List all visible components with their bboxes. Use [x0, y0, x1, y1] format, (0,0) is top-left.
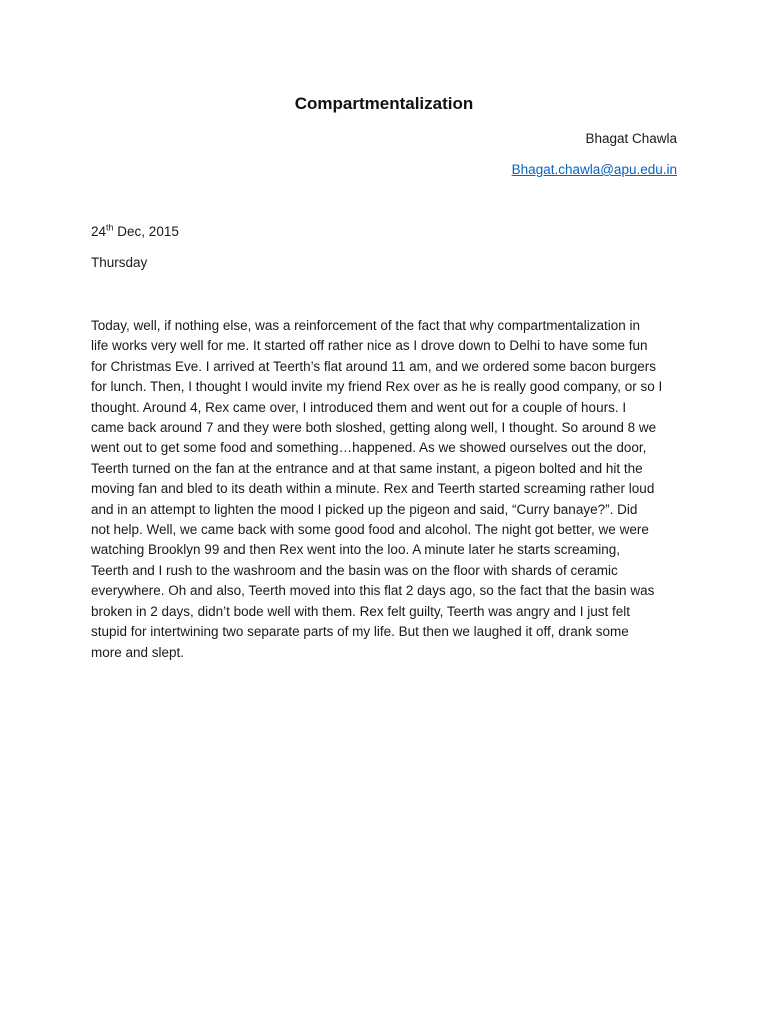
body-line: moving fan and bled to its death within a minute. Rex and Teerth started screaming rather loud	[91, 481, 655, 497]
body-line: watching Brooklyn 99 and then Rex went into the loo. A minute later he starts screaming,	[91, 542, 621, 558]
body-line: thought. Around 4, Rex came over, I introduced them and went out for a couple of hours. I	[91, 399, 627, 415]
entry-weekday: Thursday	[91, 255, 148, 270]
entry-date	[91, 224, 179, 239]
date-day: 24	[91, 224, 107, 239]
body-line: life works very well for me. It started off rather nice as I drove down to Delhi to have some fun	[91, 338, 648, 354]
body-paragraph	[91, 316, 681, 663]
author-email-link[interactable]: Bhagat.chawla@apu.edu.in	[511, 162, 677, 177]
body-line: more and slept.	[91, 644, 185, 660]
date-day-suffix: th	[106, 222, 114, 233]
body-line: came back around 7 and they were both sloshed, getting along well, I thought. So around 8 we	[91, 420, 657, 436]
body-line: went out to get some food and something…happened. As we showed ourselves out the door,	[91, 440, 647, 456]
author-name: Bhagat Chawla	[585, 131, 677, 146]
body-line: stupid for intertwining two separate parts of my life. But then we laughed it off, drank some	[91, 624, 629, 640]
body-line: not help. Well, we came back with some good food and alcohol. The night got better, we were	[91, 522, 649, 538]
body-line: broken in 2 days, didn’t bode well with them. Rex felt guilty, Teerth was angry and I just felt	[91, 603, 631, 619]
body-line: everywhere. Oh and also, Teerth moved into this flat 2 days ago, so the fact that the basin was	[91, 583, 655, 599]
body-line: for lunch. Then, I thought I would invite my friend Rex over as he is really good company, or so I	[91, 379, 663, 395]
document-title: Compartmentalization	[294, 94, 474, 113]
body-line: and in an attempt to lighten the mood I picked up the pigeon and said, “Curry banaye?”. Did	[91, 501, 638, 517]
body-line: for Christmas Eve. I arrived at Teerth’s flat around 11 am, and we ordered some bacon burgers	[91, 358, 657, 374]
date-month-year: Dec, 2015	[113, 224, 179, 239]
body-line: Teerth and I rush to the washroom and the basin was on the floor with shards of ceramic	[91, 562, 618, 578]
body-line: Today, well, if nothing else, was a reinforcement of the fact that why compartmentalization in	[91, 318, 641, 333]
body-line: Teerth turned on the fan at the entrance and at that same instant, a pigeon bolted and hit the	[91, 460, 643, 476]
